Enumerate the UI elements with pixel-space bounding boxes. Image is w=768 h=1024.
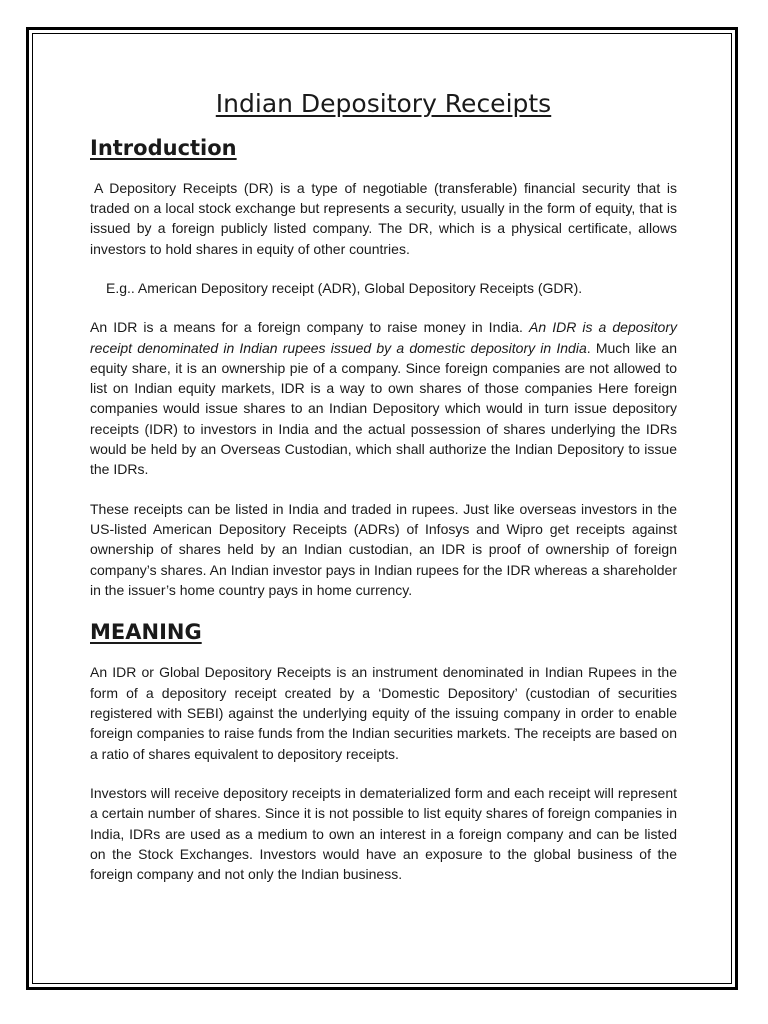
meaning-paragraph-2: Investors will receive depository receipts in dematerialized form and each receipt will represent a certain number of shares. Since it is not possible to list equity shares of foreign companies in India, IDRs are used as a medium to own an interest in a foreign company and can be listed on the Stock Exchanges. Investors would have an exposure to the global business of the foreign company and not only the Indian business. xyxy=(90,784,677,883)
idr-description-text: . Much like an equity share, it is an ownership pie of a company. Since foreign companies are not allowed to list on Indian equity markets, IDR is a way to own shares of those companies Here foreign companies would issue shares to an Indian Depository which would in turn issue depository receipts (IDR) to investors in India and the actual possession of shares underlying the IDRs would be held by an Overseas Custodian, which shall authorize the Indian Depository to issue the IDRs. xyxy=(90,339,678,478)
introduction-example: E.g.. American Depository receipt (ADR), Global Depository Receipts (GDR). xyxy=(106,279,583,296)
introduction-paragraph-1: A Depository Receipts (DR) is a type of negotiable (transferable) financial security that is traded on a local stock exchange but represents a security, usually in the form of equity, that is issued by a foreign publicly listed company. The DR, which is a physical certificate, allows investors to hold shares in equity of other countries. xyxy=(90,179,677,257)
introduction-heading: Introduction xyxy=(90,135,237,160)
document-title: Indian Depository Receipts xyxy=(215,89,552,118)
idr-definition-italic: An IDR is a depository receipt denominated in Indian rupees issued by a domestic depository in India xyxy=(90,319,677,356)
meaning-paragraph-1: An IDR or Global Depository Receipts is an instrument denominated in Indian Rupees in the form of a depository receipt created by a ‘Domestic Depository’ (custodian of securities registered with SEBI) against the underlying equity of the issuing company in order to enable foreign companies to raise funds from the Indian securities markets. The receipts are based on a ratio of shares equivalent to depository receipts. xyxy=(90,664,677,762)
introduction-paragraph-4: These receipts can be listed in India and traded in rupees. Just like overseas investors in the US-listed American Depository Receipts (ADRs) of Infosys and Wipro get receipts against ownership of shares held by an Indian custodian, an IDR is proof of ownership of foreign company’s shares. An Indian investor pays in Indian rupees for the IDR whereas a shareholder in the issuer’s home country pays in home currency. xyxy=(90,500,677,598)
meaning-heading: MEANING xyxy=(90,620,202,645)
document-body xyxy=(90,88,677,903)
idr-means-text: An IDR is a means for a foreign company to raise money in India. xyxy=(90,319,529,336)
introduction-paragraph-3 xyxy=(90,317,677,479)
